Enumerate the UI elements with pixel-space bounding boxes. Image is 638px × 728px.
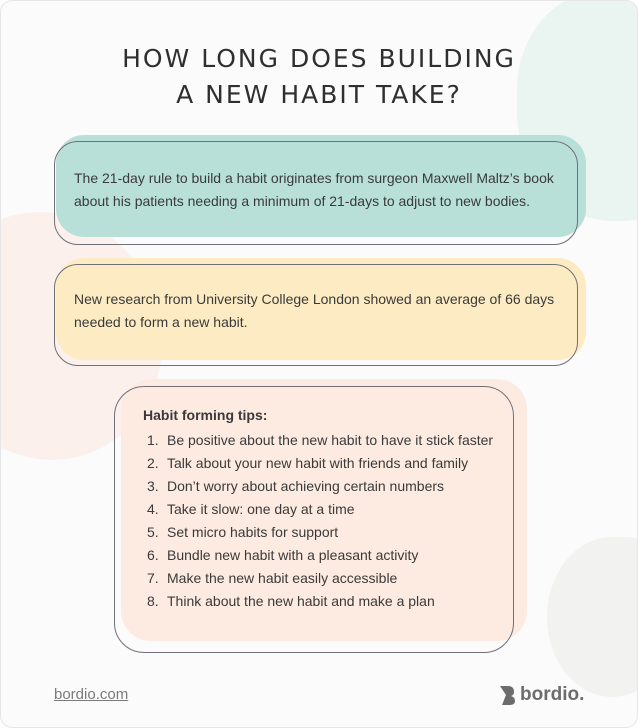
bordio-logo-icon [498,684,516,706]
list-item-number: 7. [147,570,159,586]
list-item-text: Take it slow: one day at a time [167,501,355,517]
list-item-number: 2. [147,455,159,471]
card-text: New research from University College London showed an average of 66 days needed to form a new habit. [74,291,555,330]
list-item-number: 4. [147,501,159,517]
title-line-2: A NEW HABIT TAKE? [176,80,462,109]
list-item [143,590,493,613]
list-item-number: 5. [147,524,159,540]
fact-card-66-days [56,258,586,360]
list-item-text: Bundle new habit with a pleasant activity [167,547,419,563]
logo-wordmark: bordio. [520,684,585,705]
website-link[interactable]: bordio.com [54,686,129,703]
list-item-text: Don’t worry about achieving certain numbers [167,478,445,494]
page-title [1,41,637,113]
decorative-blob [547,537,638,697]
tips-list [143,429,493,613]
list-item-number: 3. [147,478,159,494]
bordio-logo[interactable] [498,682,584,708]
tips-card [121,379,527,641]
tips-heading: Habit forming tips: [143,407,268,423]
list-item-number: 6. [147,547,159,563]
list-item-text: Think about the new habit and make a plan [167,593,435,609]
list-item [143,567,493,590]
list-item [143,498,493,521]
list-item [143,429,493,452]
list-item-number: 1. [147,432,159,448]
list-item-text: Set micro habits for support [167,524,339,540]
list-item-text: Talk about your new habit with friends and family [167,455,469,471]
list-item-text: Make the new habit easily accessible [167,570,398,586]
list-item [143,544,493,567]
fact-card-21-day-rule [56,135,586,237]
list-item [143,475,493,498]
list-item [143,521,493,544]
list-item-number: 8. [147,593,159,609]
list-item-text: Be positive about the new habit to have it stick faster [167,432,494,448]
list-item [143,452,493,475]
title-line-1: HOW LONG DOES BUILDING [122,44,516,73]
card-text: The 21-day rule to build a habit originates from surgeon Maxwell Maltz’s book about his patients needing a minimum of 21-days to adjust to new bodies. [74,170,554,209]
